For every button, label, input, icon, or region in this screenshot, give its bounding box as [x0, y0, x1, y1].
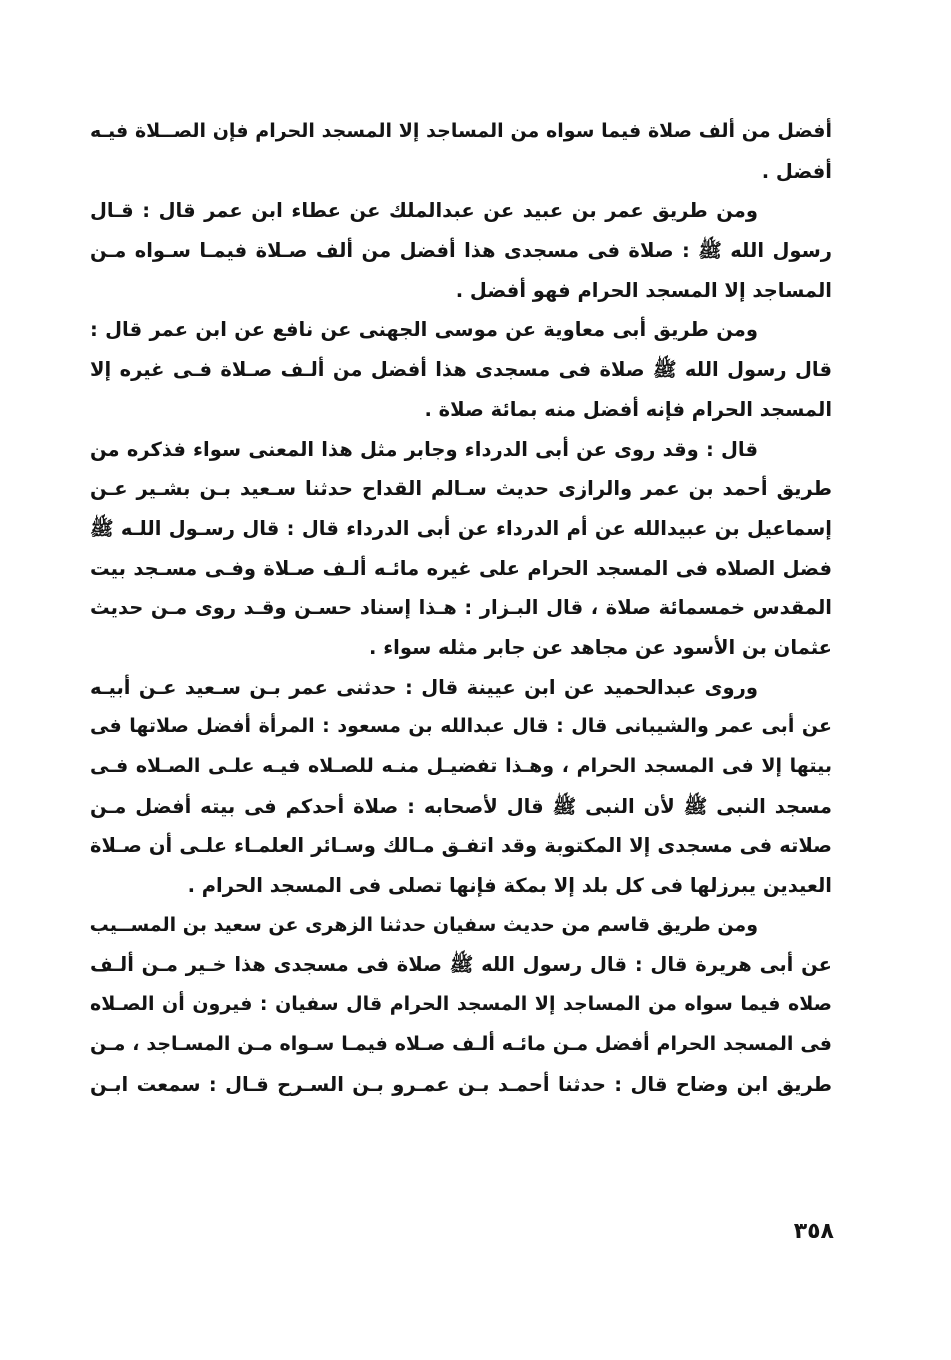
text-line: المساجد إلا المسجد الحرام فهو أفضل . — [455, 278, 832, 302]
text-line: رسول الله ﷺ : صلاة فى مسجدى هذا أفضل من ألف صـلاة فيمـا سـواه مـن — [90, 239, 832, 263]
text-line: المقدس خمسمائة صلاة ، قال البـزار : هـذا إسناد حسـن وقـد روى مـن حديث — [90, 596, 832, 620]
text-line: عثمان بن الأسود عن مجاهد عن جابر مثله سواء . — [369, 635, 832, 659]
text-line: المسجد الحرام فإنه أفضل منه بمائة صلاة . — [424, 397, 832, 421]
text-line: أفضل . — [761, 159, 832, 183]
text-line: عن أبى عمر والشيبانى قال : قال عبدالله بن مسعود : المرأة أفضل صلاتها فى — [90, 715, 832, 738]
text-line: وروى عبدالحميد عن ابن عيينة قال : حدثنى عمر بـن سـعيد عـن أبيـه — [90, 675, 758, 699]
text-line: عن أبى هريرة قال : قال رسول الله ﷺ صلاة فى مسجدى هذا خـير مـن ألـف — [90, 953, 832, 977]
text-line: أفضل من ألف صلاة فيما سواه من المساجد إلا المسجد الحرام فإن الصــلاة فيـه — [90, 120, 832, 142]
page-body — [90, 112, 832, 1104]
text-line: قال رسول الله ﷺ صلاة فى مسجدى هذا أفضل من ألـف صـلاة فـى غيره إلا — [90, 358, 832, 382]
text-line: صلاه فيما سواه من المساجد إلا المسجد الحرام قال سفيان : فيرون أن الصـلاه — [90, 993, 832, 1016]
text-line: ومن طريق عمر بن عبيد عن عبدالملك عن عطاء ابن عمر قال : قـال — [90, 199, 758, 223]
text-line: قال : وقد روى عن أبى الدرداء وجابر مثل هذا المعنى سواء فذكره من — [90, 437, 758, 461]
text-line: بيتها إلا فى المسجد الحرام ، وهـذا تفضيـل منـه للصـلاه فيـه علـى الصـلاه فـى — [90, 755, 832, 777]
text-line: مسجد النبى ﷺ لأن النبى ﷺ قال لأصحابه : صلاة أحدكم فى بيته أفضل مـن — [90, 794, 832, 818]
text-line: صلاته فى مسجدى إلا المكتوبة وقد اتفـق مـالك وسـائر العلمـاء علـى أن صـلاة — [90, 834, 832, 858]
text-line: إسماعيل بن عبيدالله عن أم الدرداء عن أبى الدرداء قال : قال رسـول اللـه ﷺ — [90, 516, 832, 540]
text-line: العيدين يبرزلها فى كل بلد إلا بمكة فإنها تصلى فى المسجد الحرام . — [187, 874, 832, 898]
text-line: فى المسجد الحرام أفضل مـن مائـه ألـف صـلاه فيمـا سـواه مـن المسـاجد ، مـن — [90, 1032, 832, 1055]
page-number: ٣٥٨ — [793, 1219, 834, 1244]
text-line: ومن طريق أبى معاوية عن موسى الجهنى عن نافع عن ابن عمر قال : — [90, 318, 758, 342]
text-line: طريق أحمد بن عمر والرازى حديث سـالم القداح حدثنا سـعيد بـن بشـير عـن — [90, 477, 832, 501]
text-line: ومن طريق قاسم من حديث سفيان حدثنا الزهرى عن سعيد بن المســيب — [90, 913, 758, 936]
text-line: فضل الصلاه فى المسجد الحرام على غيره مائـه ألـف صـلاة وفـى مسـجد بيت — [90, 556, 832, 580]
text-line: طريق ابن وضاح قال : حدثنا أحمـد بـن عمـرو بـن السـرح قـال : سمعت ابـن — [90, 1072, 832, 1096]
